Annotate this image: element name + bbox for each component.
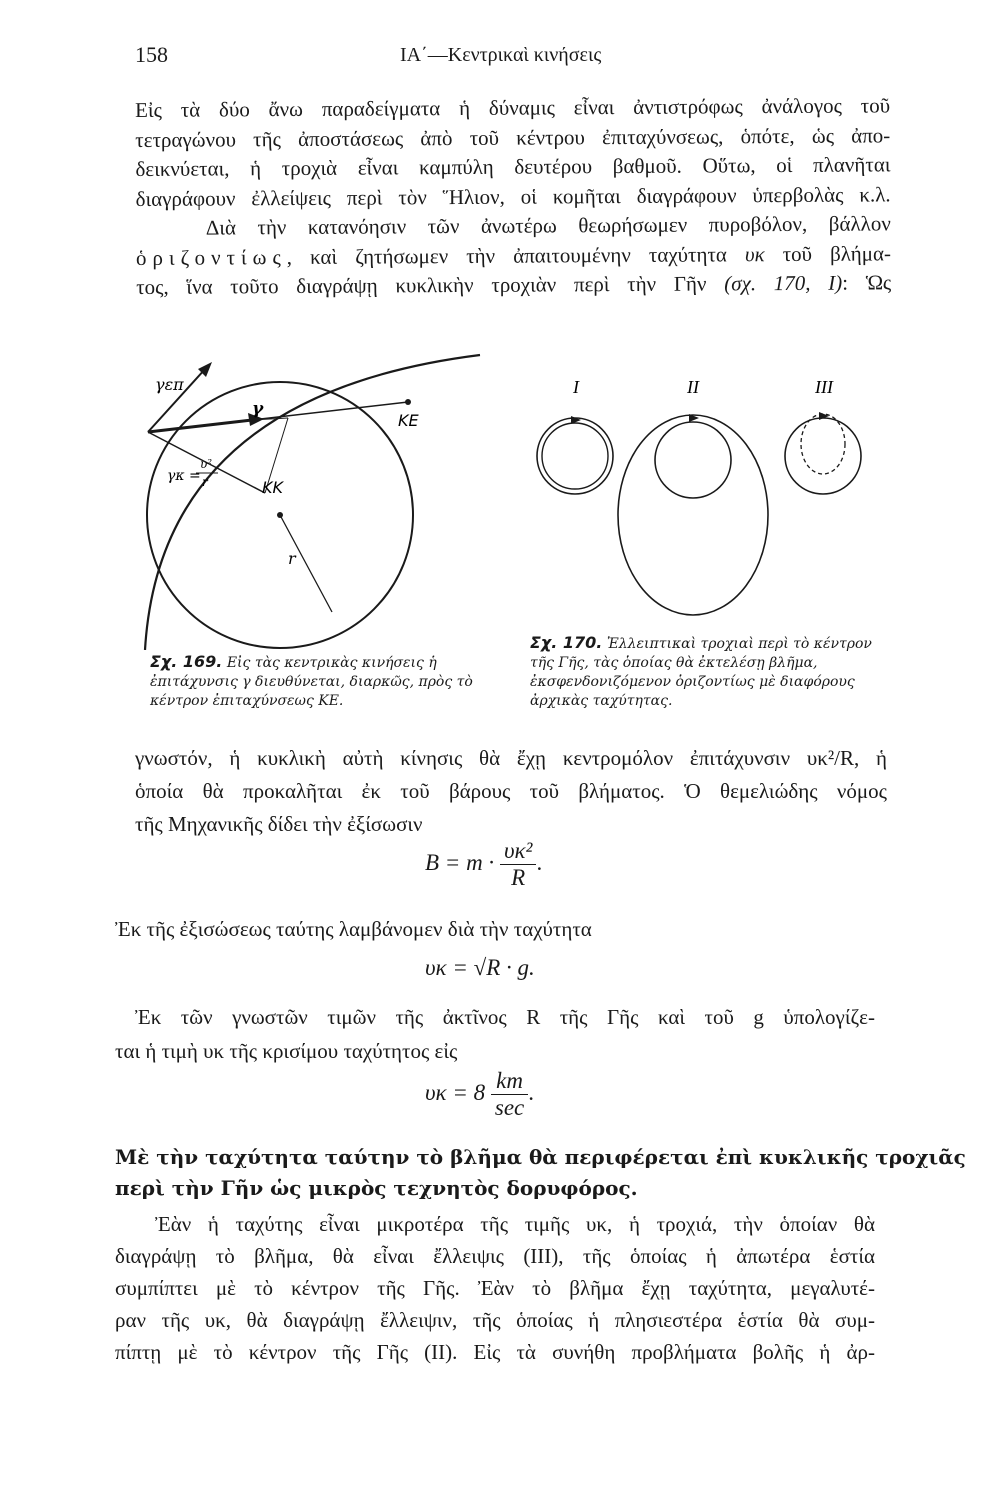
text-line: ραν τῆς υκ, θὰ διαγράψῃ ἔλλειψιν, τῆς ὁποίας ἡ πλησιεστέρα ἑστία θὰ συμ-	[115, 1308, 875, 1332]
equation-critical-speed	[425, 1068, 534, 1121]
equation-velocity: υκ = √R · g.	[425, 955, 535, 980]
earth-ii	[655, 422, 731, 498]
text-line: Μὲ τὴν ταχύτητα ταύτην τὸ βλῆμα θὰ περιφέρεται ἐπὶ κυκλικῆς τροχιᾶς	[115, 1145, 966, 1169]
caption-label: Σχ. 170.	[530, 633, 603, 652]
orbit-iii	[801, 414, 845, 474]
point-ke	[405, 399, 411, 405]
text-line: πίπτῃ μὲ τὸ κέντρον τῆς Γῆς (II). Εἰς τὰ συνήθη προβλήματα βολῆς ἡ ἀρ-	[115, 1340, 875, 1364]
text-line: συμπίπτει μὲ τὸ κέντρον τῆς Γῆς. Ἐὰν τὸ βλῆμα ἔχῃ ταχύτητα, μεγαλυτέ-	[115, 1276, 875, 1300]
caption-text: Εἰς τὰς κεντρικὰς κινήσεις ἡ ἐπιτάχυνσις γ διευθύνεται, διαρκῶς, πρὸς τὸ κέντρον ἐπιταχύνσεως ΚΕ.	[150, 655, 473, 709]
text-line: Ἐκ τῶν γνωστῶν τιμῶν τῆς ἀκτῖνος R τῆς Γῆς καὶ τοῦ g ὑπολογίζε-	[135, 1005, 875, 1029]
text-line: ὁποία θὰ προκαλῆται ἐκ τοῦ βάρους τοῦ βλήματος. Ὁ θεμελιώδης νόμος	[135, 779, 887, 803]
eq-fraction	[491, 1068, 528, 1121]
text-line: τος, ἵνα τοῦτο διαγράψῃ κυκλικὴν τροχιὰν περὶ τὴν Γῆν (σχ. 170, I): Ὡς	[136, 270, 892, 299]
text-line: τῆς Μηχανικῆς δίδει τὴν ἐξίσωσιν	[135, 812, 423, 836]
label-ke: ΚΕ	[398, 411, 419, 430]
eq-denominator: sec	[494, 1095, 525, 1120]
text-line: τετραγώνου τῆς ἀποστάσεως ἀπὸ τοῦ κέντρου ἐπιταχύνσεως, ὁπότε, ὡς ἀπο-	[135, 122, 891, 152]
orbit-i	[542, 423, 608, 489]
paragraph-5	[115, 1000, 875, 1068]
figure-169-diagram	[140, 350, 490, 650]
text-line: Εἰς τὰ δύο ἄνω παραδείγματα ἡ δύναμις εἶναι ἀντιστρόφως ἀνάλογος τοῦ	[135, 93, 891, 122]
label-kk: ΚΚ	[262, 478, 283, 497]
paragraph-3	[135, 742, 887, 841]
figure-170-caption	[530, 633, 880, 711]
eq-denominator: R	[511, 865, 526, 890]
text-line: γνωστόν, ἡ κυκλικὴ αὐτὴ κίνησις θὰ ἔχῃ κεντρομόλον ἐπιτάχυνσιν υκ²/R, ἡ	[135, 746, 887, 770]
figure-170-diagram	[525, 370, 895, 640]
paragraph-4: Ἐκ τῆς ἐξισώσεως ταύτης λαμβάνομεν διὰ τὴν ταχύτητα	[115, 917, 592, 941]
label-frac-num: υ²	[200, 457, 213, 471]
paragraph-1	[135, 91, 891, 302]
label-orbit-ii: II	[687, 377, 699, 397]
label-gamma-k: γκ =	[167, 468, 201, 484]
figure-ref: (σχ. 170, I)	[706, 270, 843, 296]
eq-lhs: υκ = 8	[425, 1079, 486, 1105]
text-line: δεικνύεται, ἡ τροχιὰ εἶναι καμπύλη δευτέρου βαθμοῦ. Οὕτω, οἱ πλανῆται	[135, 152, 891, 181]
paragraph-7	[115, 1208, 875, 1368]
acceleration-vector	[148, 420, 252, 432]
symbol-vk: υκ	[744, 241, 765, 266]
equation-force	[425, 838, 542, 891]
text-line: ται ἡ τιμὴ υκ τῆς κρισίμου ταχύτητος εἰς	[115, 1039, 458, 1063]
label-orbit-i: I	[573, 377, 579, 397]
orbit-ii	[618, 415, 768, 615]
earth-i	[537, 418, 613, 494]
text-line: περὶ τὴν Γῆν ὡς μικρὸς τεχνητὸς δορυφόρος.	[115, 1176, 638, 1200]
point-kk	[277, 512, 283, 518]
earth-iii	[785, 418, 861, 494]
label-gamma-ep: γεπ	[155, 375, 184, 394]
label-gamma: γ	[252, 399, 264, 419]
eq-end: .	[536, 849, 543, 875]
paragraph-6	[115, 1142, 966, 1204]
text-line: διαγράψῃ τὸ βλῆμα, θὰ εἶναι ἔλλειψις (III), τῆς ὁποίας ἡ ἀπωτέρα ἑστία	[115, 1244, 875, 1268]
page-header	[135, 42, 890, 72]
eq-lhs: B = m ·	[425, 849, 495, 875]
eq-numerator: υκ²	[500, 838, 537, 865]
label-r: r	[288, 549, 296, 568]
caption-label: Σχ. 169.	[150, 652, 223, 671]
page-number: 158	[135, 42, 168, 67]
orbit-arc	[145, 355, 480, 650]
text-line: Διὰ τὴν κατανόησιν τῶν ἀνωτέρω θεωρήσωμεν πυροβόλον, βάλλον	[205, 211, 891, 240]
running-title: ΙΑ΄—Κεντρικαὶ κινήσεις	[400, 44, 602, 66]
text-line: Ἐὰν ἡ ταχύτης εἶναι μικροτέρα τῆς τιμῆς υκ, ἡ τροχιά, τὴν ὁποίαν θὰ	[155, 1212, 875, 1236]
eq-numerator: km	[491, 1068, 528, 1095]
figure-169-caption	[150, 652, 495, 711]
spaced-word: ὁριζοντίως	[135, 244, 287, 270]
text-line: διαγράφουν ἐλλείψεις περὶ τὸν Ἥλιον, οἱ κομῆται διαγράφουν ὑπερβολὰς κ.λ.	[135, 181, 891, 211]
eq-fraction	[500, 838, 537, 891]
label-orbit-iii: III	[815, 377, 833, 397]
caption-text: Ἐλλειπτικαὶ τροχιαὶ περὶ τὸ κέντρον τῆς Γῆς, τὰς ὁποίας θὰ ἐκτελέσῃ βλῆμα, ἐκσφενδονιζόμενον ὁριζοντίως μὲ διαφόρους ἀρχικὰς ταχύτητας.	[530, 636, 872, 709]
label-frac-den: r	[202, 475, 208, 489]
eq-end: .	[528, 1079, 534, 1105]
text-line: ὁριζοντίως, καὶ ζητήσωμεν τὴν ἀπαιτουμένην ταχύτητα υκ τοῦ βλήμα-	[135, 240, 892, 270]
